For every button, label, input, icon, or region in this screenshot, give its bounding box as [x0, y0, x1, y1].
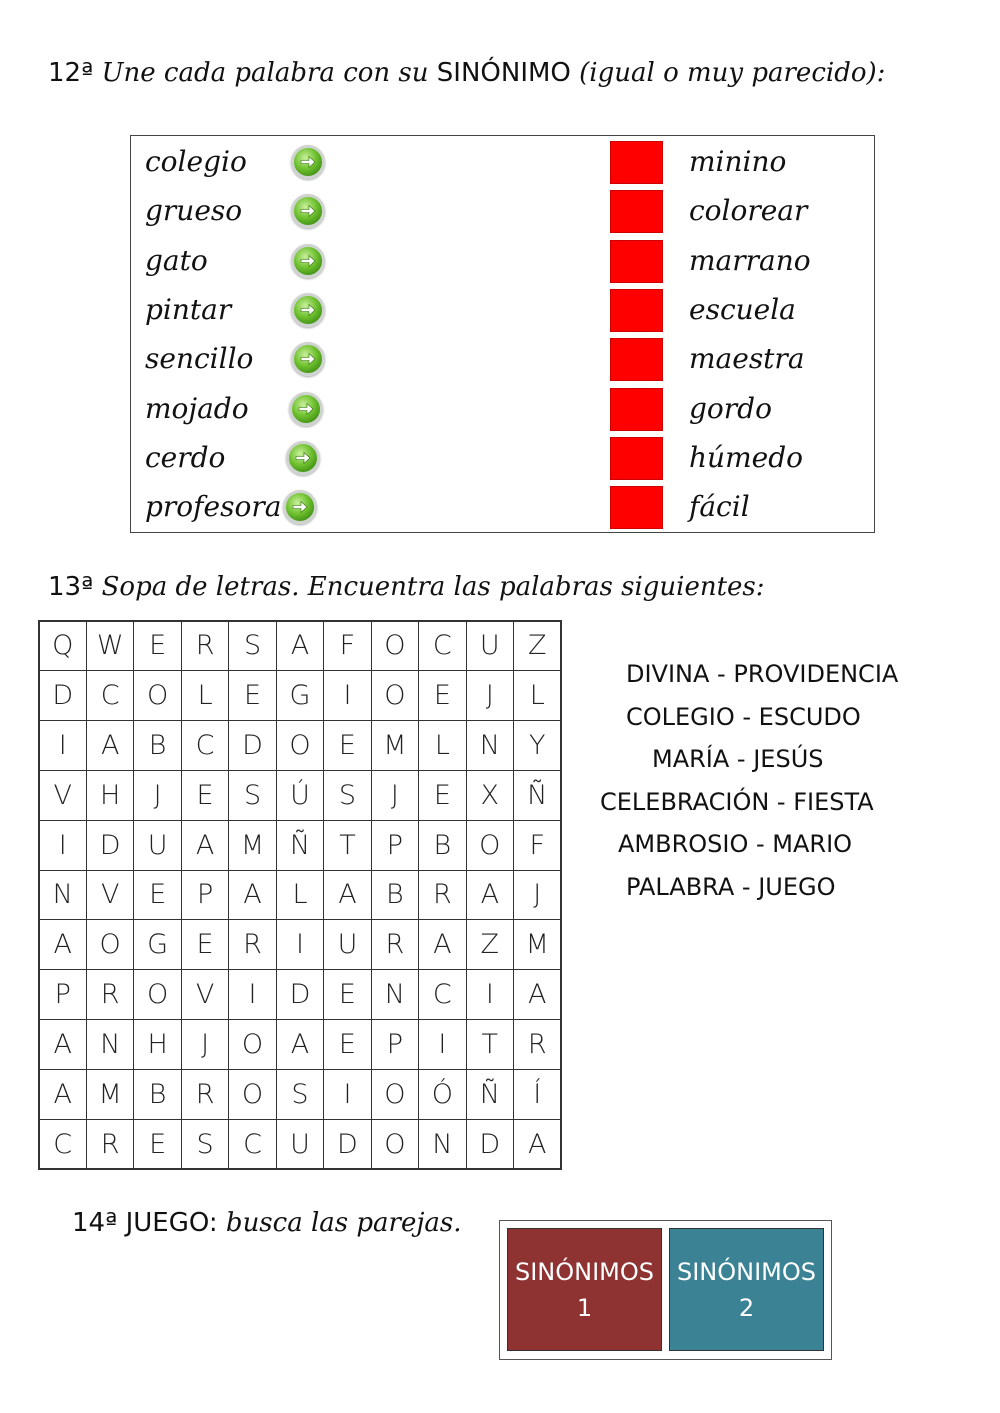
grid-cell[interactable]: T — [323, 820, 371, 871]
grid-cell[interactable]: D — [228, 720, 276, 771]
grid-cell[interactable]: G — [276, 670, 324, 721]
grid-cell[interactable]: I — [323, 670, 371, 721]
word-pair: DIVINA - PROVIDENCIA — [626, 660, 899, 688]
synonyms-1-label: SINÓNIMOS — [514, 1257, 655, 1286]
grid-cell[interactable]: Í — [513, 1069, 561, 1120]
grid-cell[interactable]: E — [323, 1019, 371, 1070]
grid-cell[interactable]: V — [86, 870, 134, 921]
grid-cell[interactable]: X — [466, 770, 514, 821]
left-word: colegio — [145, 145, 247, 178]
grid-cell[interactable]: A — [39, 919, 87, 970]
grid-cell[interactable]: R — [181, 1069, 229, 1120]
grid-cell[interactable]: I — [418, 1019, 466, 1070]
grid-cell[interactable]: E — [181, 770, 229, 821]
grid-cell[interactable]: O — [228, 1019, 276, 1070]
grid-cell[interactable]: E — [228, 670, 276, 721]
grid-cell[interactable]: A — [418, 919, 466, 970]
green-arrow-icon[interactable] — [291, 145, 325, 179]
synonyms-1-number: 1 — [576, 1293, 593, 1322]
grid-cell[interactable]: V — [39, 770, 87, 821]
green-arrow-icon[interactable] — [291, 244, 325, 278]
right-word[interactable]: húmedo — [689, 440, 803, 474]
grid-cell[interactable]: M — [228, 820, 276, 871]
answer-drop-box[interactable] — [610, 190, 663, 233]
left-word: profesora — [145, 490, 282, 524]
grid-cell[interactable]: Z — [466, 919, 514, 970]
grid-cell[interactable]: O — [86, 919, 134, 970]
grid-cell[interactable]: C — [418, 969, 466, 1020]
grid-cell[interactable]: Y — [513, 720, 561, 771]
green-arrow-icon[interactable] — [289, 392, 323, 426]
section-13-text: Sopa de letras. Encuentra las palabras siguientes: — [101, 572, 765, 602]
grid-cell[interactable]: R — [371, 919, 419, 970]
left-word: grueso — [145, 194, 243, 228]
section-12-number: 12ª — [48, 58, 94, 88]
grid-cell[interactable]: O — [276, 720, 324, 771]
grid-cell[interactable]: A — [276, 621, 324, 672]
grid-cell[interactable]: B — [133, 1069, 181, 1120]
grid-cell[interactable]: J — [466, 670, 514, 721]
grid-cell[interactable]: E — [133, 870, 181, 921]
grid-cell[interactable]: E — [323, 969, 371, 1020]
grid-cell[interactable]: A — [86, 720, 134, 771]
grid-cell[interactable]: E — [418, 670, 466, 721]
word-pair: AMBROSIO - MARIO — [618, 830, 853, 858]
grid-cell[interactable]: P — [39, 969, 87, 1020]
grid-cell[interactable]: C — [181, 720, 229, 771]
grid-cell[interactable]: A — [181, 820, 229, 871]
grid-cell[interactable]: F — [513, 820, 561, 871]
grid-cell[interactable]: B — [371, 870, 419, 921]
grid-cell[interactable]: D — [276, 969, 324, 1020]
green-arrow-icon[interactable] — [291, 194, 325, 228]
grid-cell[interactable]: G — [133, 919, 181, 970]
grid-cell[interactable]: E — [133, 1119, 181, 1170]
word-pair: CELEBRACIÓN - FIESTA — [600, 787, 874, 816]
grid-cell[interactable]: I — [39, 820, 87, 871]
right-word[interactable]: colorear — [689, 194, 808, 228]
synonyms-1-button[interactable] — [507, 1228, 662, 1351]
answer-drop-box[interactable] — [610, 141, 663, 184]
section-13-number: 13ª — [48, 572, 94, 602]
grid-cell[interactable]: H — [133, 1019, 181, 1070]
answer-drop-box[interactable] — [610, 486, 663, 529]
grid-cell[interactable]: Ñ — [466, 1069, 514, 1120]
grid-cell[interactable]: Z — [513, 621, 561, 672]
grid-cell[interactable]: O — [228, 1069, 276, 1120]
left-word: pintar — [145, 292, 232, 326]
synonyms-2-label: SINÓNIMOS — [676, 1257, 817, 1286]
grid-cell[interactable]: C — [418, 621, 466, 672]
section-14-text: busca las parejas. — [225, 1208, 462, 1238]
grid-cell[interactable]: R — [86, 1119, 134, 1170]
answer-drop-box[interactable] — [610, 240, 663, 283]
game-buttons-frame — [499, 1220, 832, 1360]
grid-cell[interactable]: C — [39, 1119, 87, 1170]
right-word[interactable]: escuela — [689, 292, 796, 326]
grid-cell[interactable]: Ú — [276, 770, 324, 821]
grid-cell[interactable]: N — [418, 1119, 466, 1170]
grid-cell[interactable]: D — [323, 1119, 371, 1170]
grid-cell[interactable]: E — [133, 621, 181, 672]
grid-cell[interactable]: M — [86, 1069, 134, 1120]
section-14-number: 14ª — [72, 1208, 118, 1238]
grid-cell[interactable]: P — [371, 1019, 419, 1070]
grid-cell[interactable]: I — [276, 919, 324, 970]
answer-drop-box[interactable] — [610, 437, 663, 480]
grid-cell[interactable]: O — [371, 670, 419, 721]
grid-cell[interactable]: U — [133, 820, 181, 871]
grid-cell[interactable]: Ó — [418, 1069, 466, 1120]
grid-cell[interactable]: B — [133, 720, 181, 771]
word-search-grid — [38, 620, 562, 1170]
section-12-text-b: (igual o muy parecido): — [579, 58, 886, 88]
grid-cell[interactable]: A — [513, 1119, 561, 1170]
grid-cell[interactable]: D — [39, 670, 87, 721]
grid-cell[interactable]: N — [371, 969, 419, 1020]
grid-cell[interactable]: M — [371, 720, 419, 771]
right-word[interactable]: gordo — [689, 391, 772, 425]
grid-cell[interactable]: I — [39, 720, 87, 771]
grid-cell[interactable]: L — [276, 870, 324, 921]
grid-cell[interactable]: I — [466, 969, 514, 1020]
grid-cell[interactable]: A — [466, 870, 514, 921]
grid-cell[interactable]: S — [181, 1119, 229, 1170]
grid-cell[interactable]: T — [466, 1019, 514, 1070]
grid-cell[interactable]: N — [39, 870, 87, 921]
green-arrow-icon[interactable] — [283, 490, 317, 524]
section-12-text-a: Une cada palabra con su — [101, 58, 429, 88]
green-arrow-icon[interactable] — [291, 293, 325, 327]
grid-cell[interactable]: V — [181, 969, 229, 1020]
right-word[interactable]: fácil — [689, 490, 750, 524]
green-arrow-icon[interactable] — [286, 441, 320, 475]
grid-cell[interactable]: Q — [39, 621, 87, 672]
synonyms-2-button[interactable] — [669, 1228, 824, 1351]
grid-cell[interactable]: R — [86, 969, 134, 1020]
right-word[interactable]: marrano — [689, 243, 811, 277]
section-14-text-caps: JUEGO: — [125, 1208, 218, 1238]
grid-cell[interactable]: S — [276, 1069, 324, 1120]
grid-cell[interactable]: P — [181, 870, 229, 921]
grid-cell[interactable]: S — [228, 770, 276, 821]
left-word: cerdo — [145, 440, 226, 474]
grid-cell[interactable]: R — [181, 621, 229, 672]
right-word[interactable]: minino — [689, 145, 787, 178]
grid-cell[interactable]: O — [371, 1069, 419, 1120]
synonym-matching-box — [130, 135, 875, 533]
grid-cell[interactable]: J — [133, 770, 181, 821]
grid-cell[interactable]: O — [133, 969, 181, 1020]
grid-cell[interactable]: F — [323, 621, 371, 672]
grid-cell[interactable]: U — [466, 621, 514, 672]
grid-cell[interactable]: E — [323, 720, 371, 771]
grid-cell[interactable]: Ñ — [513, 770, 561, 821]
grid-cell[interactable]: J — [181, 1019, 229, 1070]
left-word: gato — [145, 243, 208, 277]
grid-cell[interactable]: N — [466, 720, 514, 771]
grid-cell[interactable]: O — [371, 1119, 419, 1170]
grid-cell[interactable]: A — [276, 1019, 324, 1070]
grid-cell[interactable]: S — [228, 621, 276, 672]
grid-cell[interactable]: E — [418, 770, 466, 821]
left-word: mojado — [145, 391, 249, 425]
grid-cell[interactable]: E — [181, 919, 229, 970]
grid-cell[interactable]: N — [86, 1019, 134, 1070]
grid-cell[interactable]: D — [86, 820, 134, 871]
word-pair: COLEGIO - ESCUDO — [626, 702, 861, 731]
grid-cell[interactable]: L — [513, 670, 561, 721]
left-word: sencillo — [145, 342, 254, 376]
grid-cell[interactable]: P — [371, 820, 419, 871]
grid-cell[interactable]: B — [418, 820, 466, 871]
grid-cell[interactable]: A — [513, 969, 561, 1020]
grid-cell[interactable]: A — [228, 870, 276, 921]
grid-cell[interactable]: J — [371, 770, 419, 821]
grid-cell[interactable]: R — [513, 1019, 561, 1070]
grid-cell[interactable]: J — [513, 870, 561, 921]
grid-cell[interactable]: U — [323, 919, 371, 970]
grid-cell[interactable]: A — [39, 1019, 87, 1070]
grid-cell[interactable]: A — [39, 1069, 87, 1120]
answer-drop-box[interactable] — [610, 338, 663, 381]
grid-cell[interactable]: W — [86, 621, 134, 672]
grid-cell[interactable]: M — [513, 919, 561, 970]
grid-cell[interactable]: Ñ — [276, 820, 324, 871]
answer-drop-box[interactable] — [610, 289, 663, 332]
grid-cell[interactable]: L — [418, 720, 466, 771]
grid-cell[interactable]: O — [371, 621, 419, 672]
green-arrow-icon[interactable] — [291, 342, 325, 376]
grid-cell[interactable]: C — [228, 1119, 276, 1170]
section-13-heading — [48, 572, 765, 602]
grid-cell[interactable]: I — [228, 969, 276, 1020]
word-pair: MARÍA - JESÚS — [652, 745, 824, 773]
grid-cell[interactable]: H — [86, 770, 134, 821]
grid-cell[interactable]: I — [323, 1069, 371, 1120]
answer-drop-box[interactable] — [610, 388, 663, 431]
grid-cell[interactable]: A — [323, 870, 371, 921]
word-pair: PALABRA - JUEGO — [626, 872, 836, 901]
grid-cell[interactable]: S — [323, 770, 371, 821]
grid-cell[interactable]: O — [133, 670, 181, 721]
grid-cell[interactable]: C — [86, 670, 134, 721]
right-word[interactable]: maestra — [689, 342, 805, 376]
grid-cell[interactable]: L — [181, 670, 229, 721]
section-14-heading — [72, 1208, 462, 1238]
section-12-heading — [48, 58, 885, 88]
grid-cell[interactable]: O — [466, 820, 514, 871]
grid-cell[interactable]: R — [228, 919, 276, 970]
grid-cell[interactable]: D — [466, 1119, 514, 1170]
grid-cell[interactable]: U — [276, 1119, 324, 1170]
section-12-text-caps: SINÓNIMO — [436, 58, 571, 88]
grid-cell[interactable]: R — [418, 870, 466, 921]
synonyms-2-number: 2 — [738, 1293, 755, 1322]
